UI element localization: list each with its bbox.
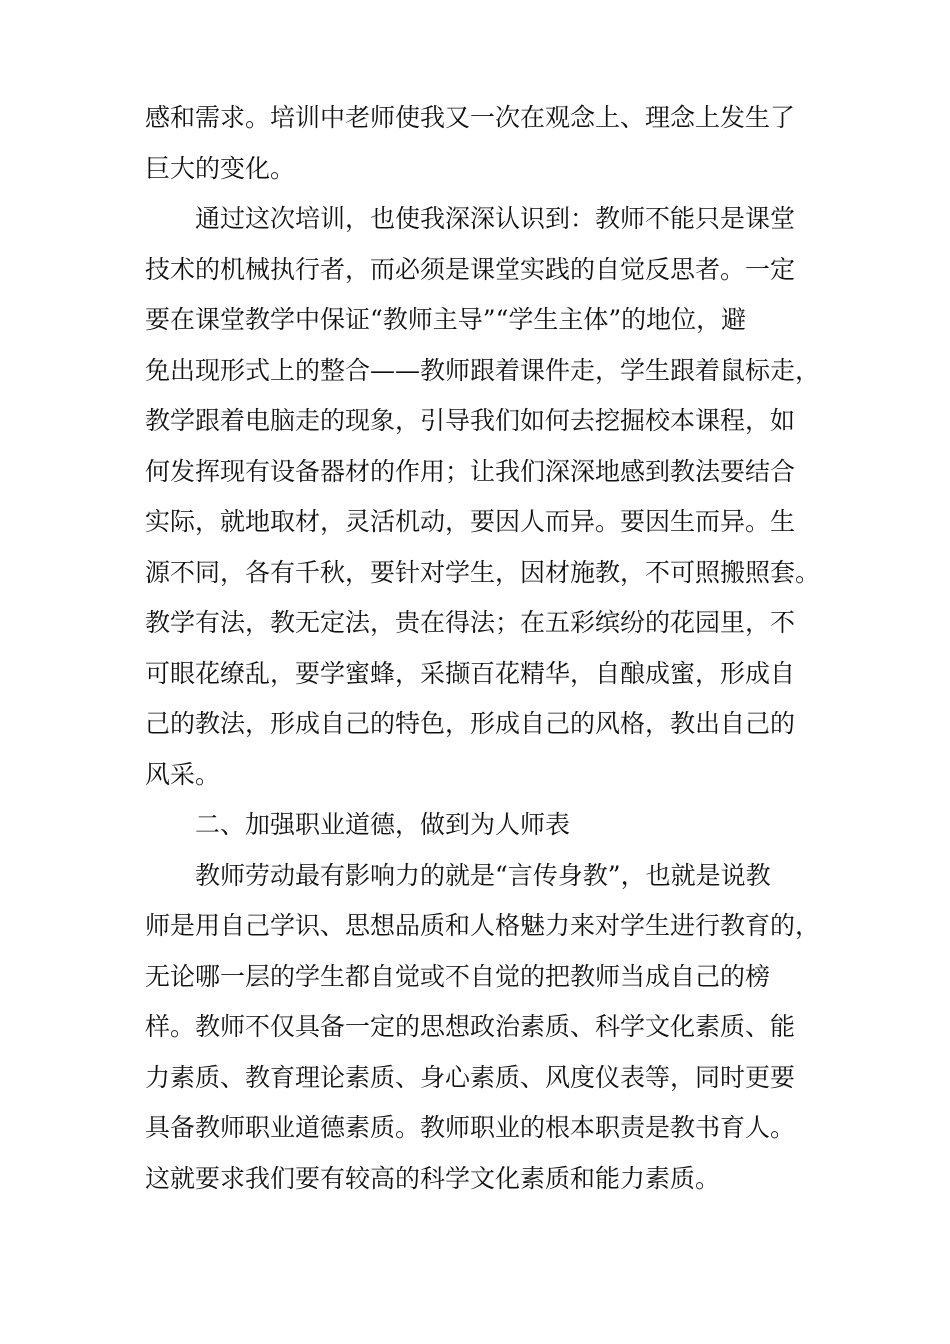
text-line: 感和需求。培训中老师使我又一次在观念上、理念上发生了 xyxy=(145,103,796,132)
text-line: 巨大的变化。 xyxy=(145,153,296,183)
text-line: 教学跟着电脑走的现象，引导我们如何去挖掘校本课程，如 xyxy=(145,406,796,435)
text-line: 教学有法，教无定法，贵在得法；在五彩缤纷的花园里，不 xyxy=(145,608,796,637)
text-line: 无论哪一层的学生都自觉或不自觉的把教师当成自己的榜 xyxy=(145,961,771,991)
text-line: 免出现形式上的整合——教师跟着课件走，学生跟着鼠标走， xyxy=(145,355,821,385)
text-line: 力素质、教育理论素质、身心素质、风度仪表等，同时更要 xyxy=(145,1062,796,1092)
text-line: 师是用自己学识、思想品质和人格魅力来对学生进行教育的， xyxy=(145,911,821,940)
section-heading: 二、加强职业道德，做到为人师表 xyxy=(195,810,571,839)
text-line: 技术的机械执行者，而必须是课堂实践的自觉反思者。一定 xyxy=(145,254,796,284)
text-line: 何发挥现有设备器材的作用；让我们深深地感到教法要结合 xyxy=(145,456,796,486)
text-line: 样。教师不仅具备一定的思想政治素质、科学文化素质、能 xyxy=(145,1012,796,1041)
text-line: 要在课堂教学中保证“教师主导”“学生主体”的地位，避 xyxy=(145,305,747,334)
paragraph-start-line: 教师劳动最有影响力的就是“言传身教”，也就是说教 xyxy=(195,860,771,890)
text-line: 可眼花缭乱，要学蜜蜂，采撷百花精华，自酿成蜜，形成自 xyxy=(145,658,796,688)
body-text xyxy=(145,93,821,1204)
paragraph-start-line: 通过这次培训，也使我深深认识到：教师不能只是课堂 xyxy=(195,204,796,233)
text-line: 源不同，各有千秋，要针对学生，因材施教，不可照搬照套。 xyxy=(145,557,821,587)
text-line: 这就要求我们要有较高的科学文化素质和能力素质。 xyxy=(145,1163,721,1193)
text-line: 风采。 xyxy=(145,759,221,789)
text-line: 实际，就地取材，灵活机动，要因人而异。要因生而异。生 xyxy=(145,507,796,536)
text-line: 具备教师职业道德素质。教师职业的根本职责是教书育人。 xyxy=(145,1113,796,1142)
text-line: 己的教法，形成自己的特色，形成自己的风格，教出自己的 xyxy=(145,709,796,738)
